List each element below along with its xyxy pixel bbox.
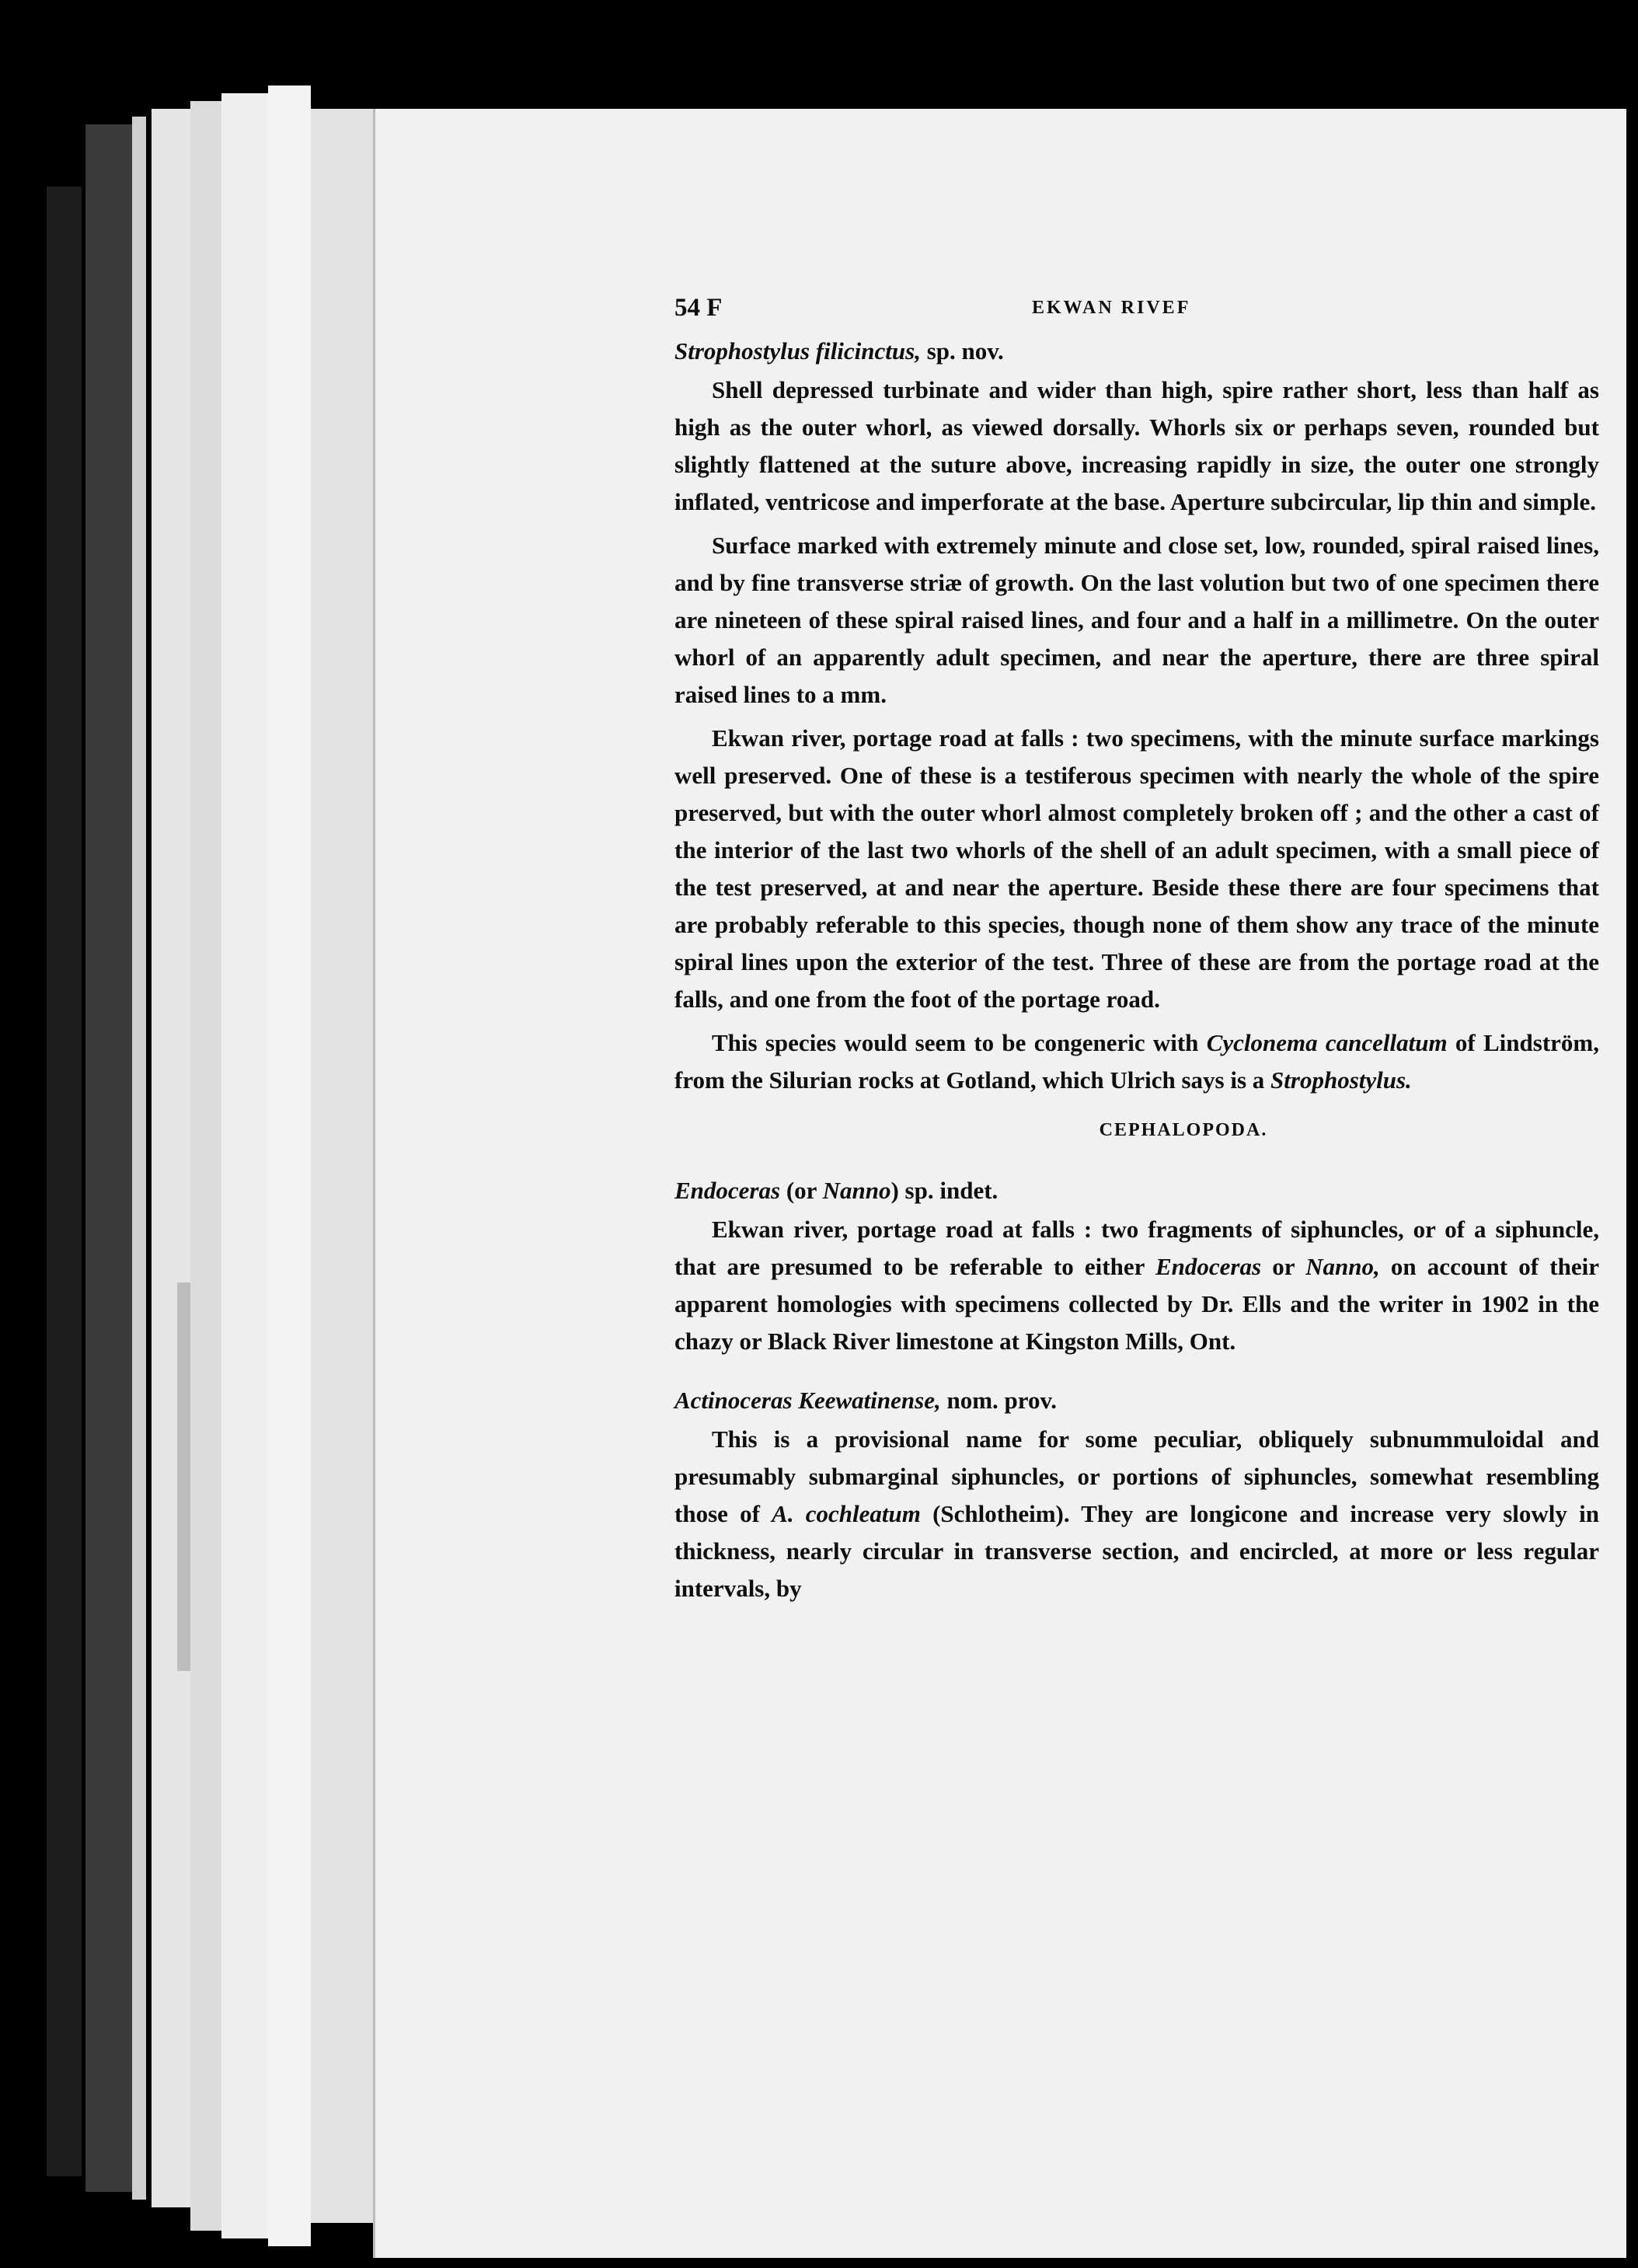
book-edge <box>221 93 268 2238</box>
paragraph: Ekwan river, portage road at falls : two fragments of siphuncles, or of a siphuncle, that are presumed to be referable to either Endoceras or Nanno, on account of their apparent homologies with specimens collected by Dr. Ells and the writer in 1902 in the chazy or Black River limestone at Kingston Mills, Ont. <box>674 1216 1599 1355</box>
book-edge <box>85 124 132 2192</box>
book-edge <box>47 187 82 2176</box>
book-page <box>373 109 1626 2258</box>
paragraph: Shell depressed turbinate and wider than high, spire rather short, less than half as high as the outer whorl, as viewed dorsally. Whorls six or perhaps seven, rounded but slightly flattened at the suture above, increasing rapidly in size, the outer one strongly inflated, ventricose and imperforate at the base. Aperture subcircular, lip thin and simple. <box>674 376 1599 515</box>
section-heading: CEPHALOPODA. <box>1099 1120 1268 1140</box>
paragraph: This is a provisional name for some peculiar, obliquely subnummuloidal and presumably submarginal siphuncles, or portions of siphuncles, somewhat resembling those of A. cochleatum (Schlotheim). They are longicone and increase very slowly in thickness, nearly circular in transverse section, and encircled, at more or less regular intervals, by <box>674 1425 1599 1602</box>
species-title: Actinoceras Keewatinense, nom. prov. <box>674 1387 1058 1414</box>
book-edge <box>152 109 190 2207</box>
paragraph: This species would seem to be congeneric with Cyclonema cancellatum of Lindström, from the Silurian rocks at Gotland, which Ulrich says is a Strophostylus. <box>674 1029 1599 1094</box>
paragraph: Surface marked with extremely minute and close set, low, rounded, spiral raised lines, and by fine transverse striæ of growth. On the last volution but two of one specimen there are nineteen of these spiral raised lines, and four and a half in a millimetre. On the outer whorl of an apparently adult specimen, and near the aperture, there are three spiral raised lines to a mm. <box>674 532 1599 708</box>
page-text <box>674 289 1599 1614</box>
book-edge <box>190 101 221 2231</box>
species-title: Strophostylus filicinctus, sp. nov. <box>674 337 1004 365</box>
book-edge <box>311 109 373 2223</box>
page-header <box>674 289 1599 326</box>
paragraph: Ekwan river, portage road at falls : two specimens, with the minute surface markings well preserved. One of these is a testiferous specimen with nearly the whole of the spire preserved, but with the outer whorl almost completely broken off ; and the other a cast of the interior of the last two whorls of the shell of an adult specimen, with a small piece of the test preserved, at and near the aperture. Beside these there are four specimens that are probably referable to this species, though none of them show any trace of the minute spiral lines upon the exterior of the test. Three of these are from the portage road at the falls, and one from the foot of the portage road. <box>674 724 1599 1013</box>
book-edge <box>268 85 311 2246</box>
species-title: Endoceras (or Nanno) sp. indet. <box>674 1177 998 1204</box>
page-number: 54 F <box>674 294 723 322</box>
book-edge <box>132 117 146 2200</box>
running-head: EKWAN RIVEF <box>1032 298 1191 318</box>
